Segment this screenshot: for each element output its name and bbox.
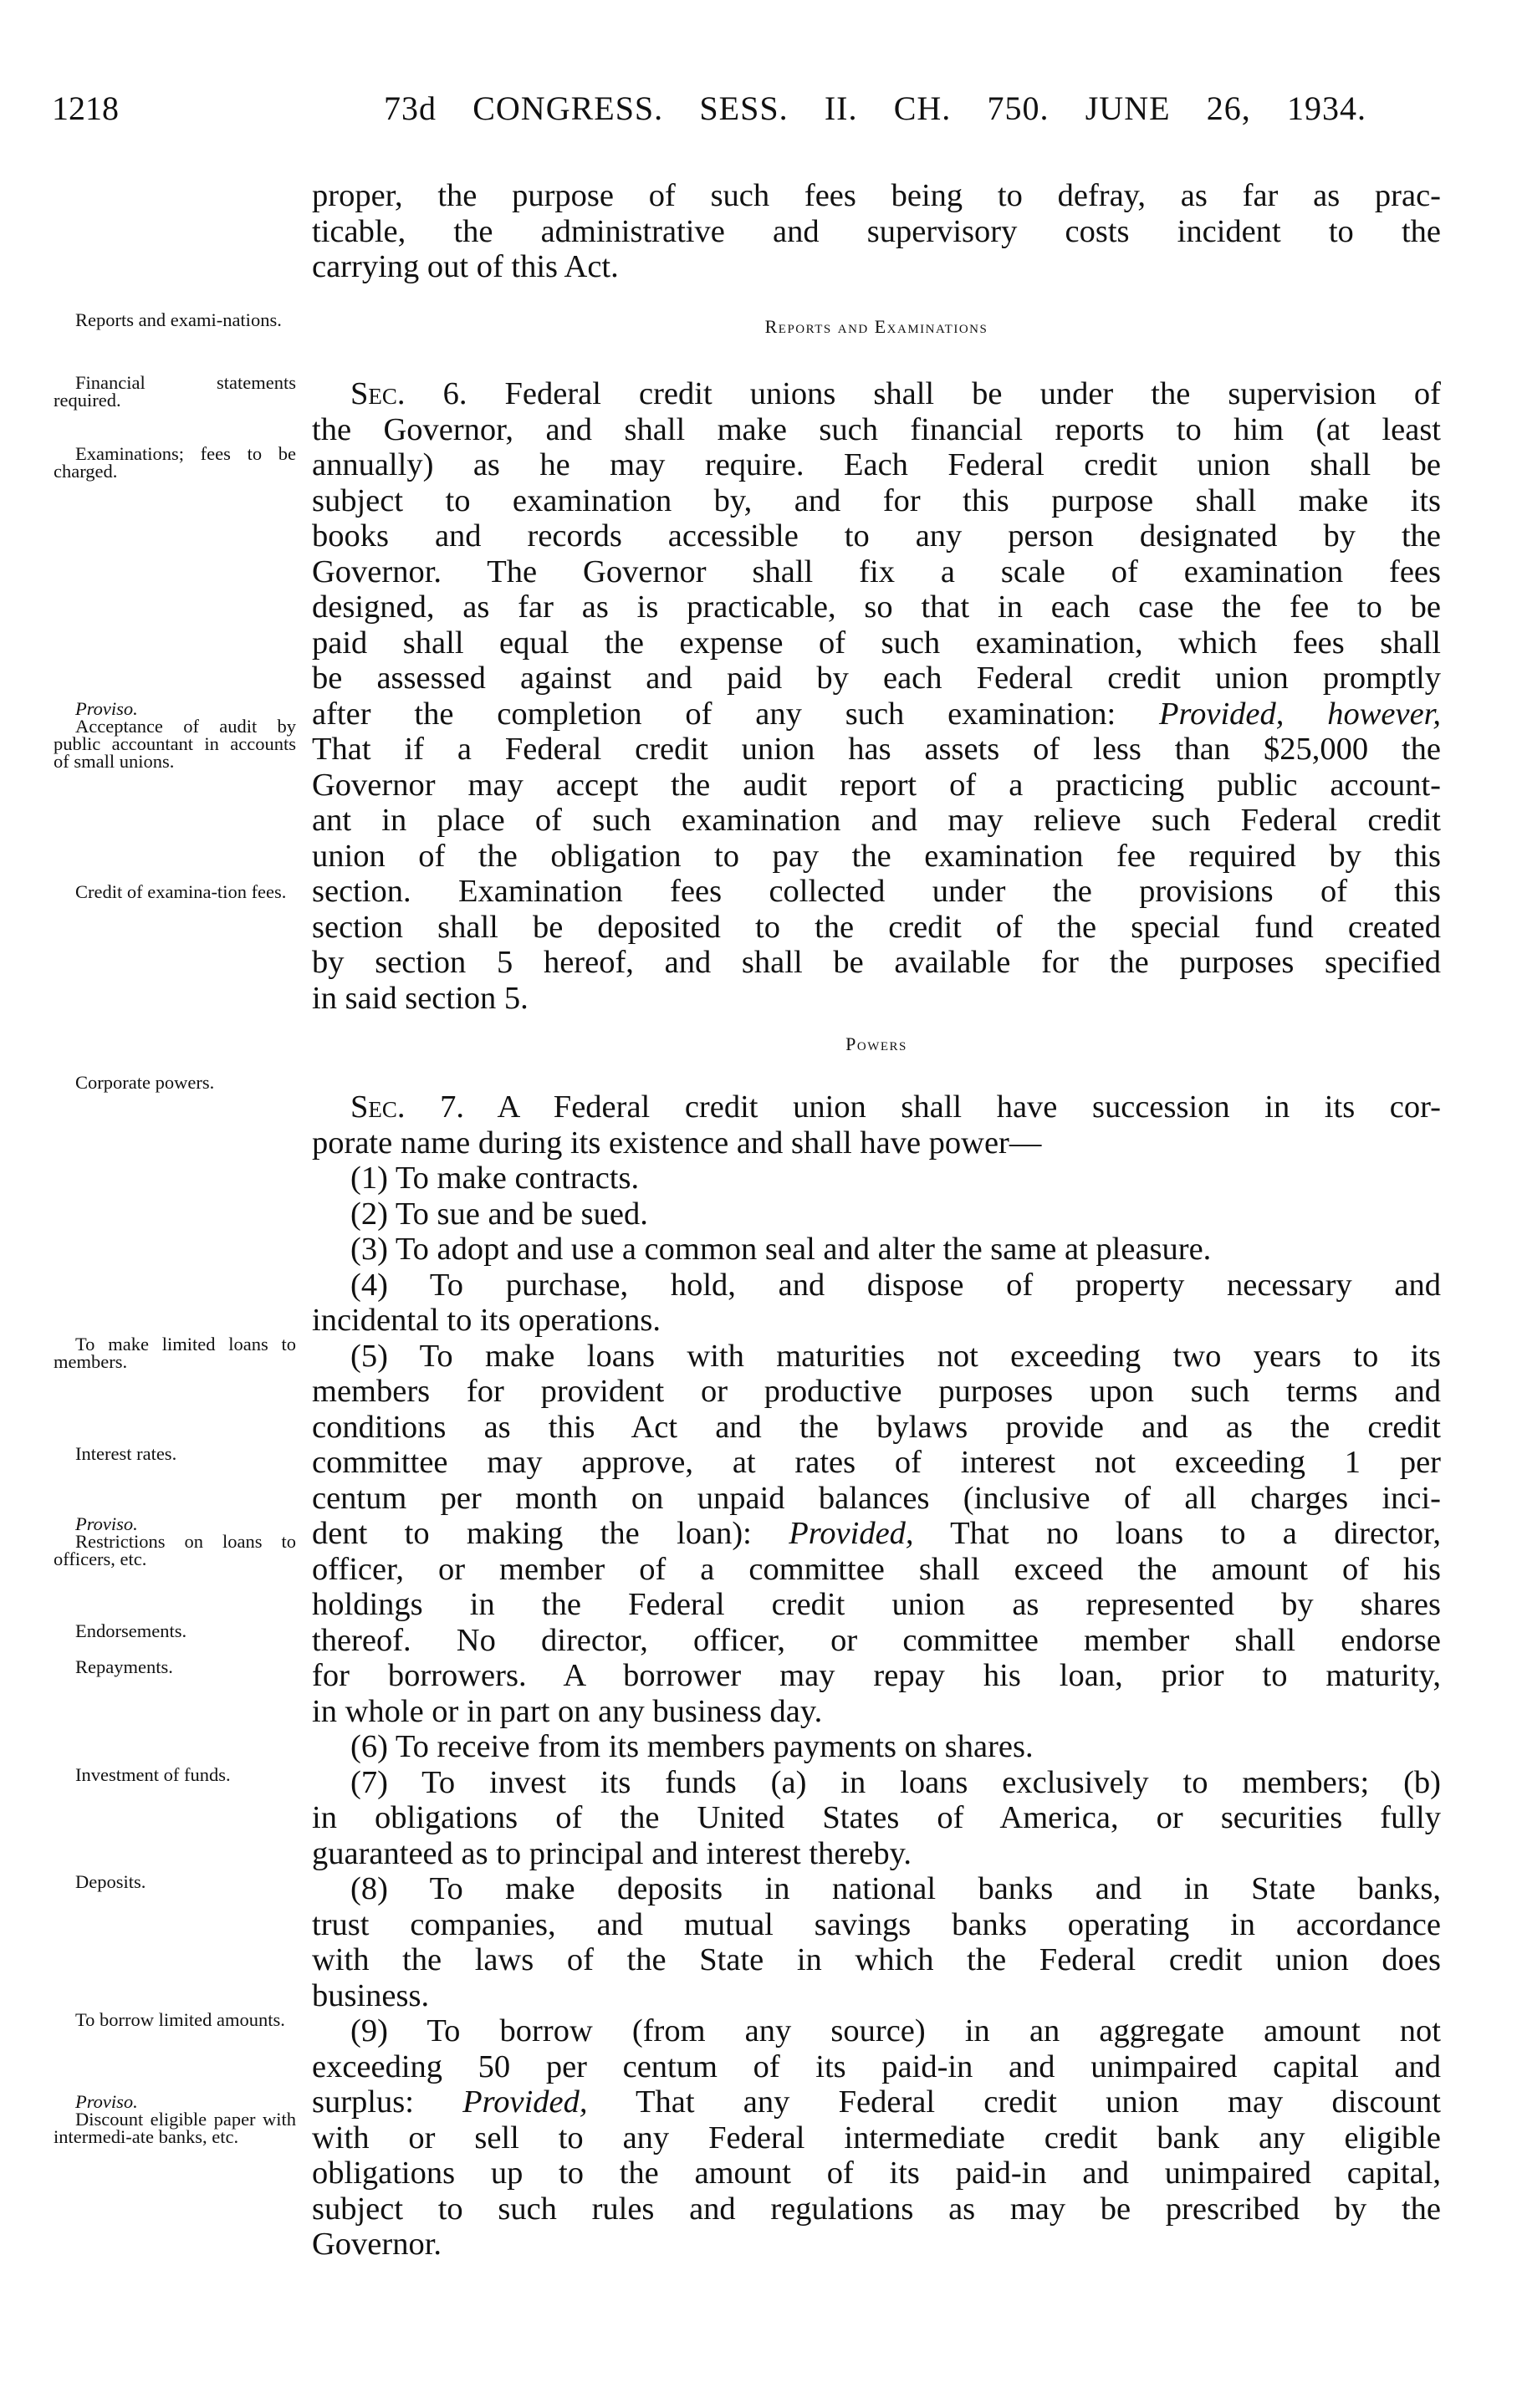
text-line <box>312 214 1441 250</box>
text-line <box>312 1907 1441 1943</box>
text-line <box>312 1729 1441 1765</box>
text-run: incidental to its operations. <box>312 1303 661 1338</box>
margin-note <box>54 445 296 480</box>
margin-note <box>54 2011 296 2028</box>
text-line <box>312 483 1441 519</box>
text-run: guaranteed as to principal and interest thereby. <box>312 1835 912 1871</box>
margin-note-text: Investment of funds. <box>75 1764 231 1785</box>
italic-text: Provided, however, <box>1159 696 1441 732</box>
italic-text: Provided, <box>462 2084 588 2120</box>
text-run: subject to examination by, and for this purpose shall make its <box>312 482 1441 518</box>
text-line <box>312 1587 1441 1623</box>
margin-note-text: Acceptance of audit by public accountant in accounts of small unions. <box>54 716 296 772</box>
text-run: surplus: <box>312 2084 463 2120</box>
text-line <box>312 1942 1441 1978</box>
text-run: the Governor, and shall make such financial reports to him (at least <box>312 411 1441 447</box>
text-line <box>312 1196 1441 1232</box>
section-6 <box>312 376 1441 1016</box>
text-run: section shall be deposited to the credit of the special fund created <box>312 909 1441 945</box>
text-line <box>312 1125 1441 1161</box>
text-run: subject to such rules and regulations as may be prescribed by the <box>312 2191 1441 2227</box>
text-line <box>312 874 1441 910</box>
text-run: Governor. <box>312 2227 442 2262</box>
margin-note <box>54 374 296 409</box>
text-run: 6. Federal credit unions shall be under the supervision of <box>405 376 1441 411</box>
text-line <box>312 1268 1441 1303</box>
text-line <box>312 1445 1441 1481</box>
text-run: after the completion of any such examination: <box>312 696 1160 732</box>
text-line <box>312 2191 1441 2227</box>
text-run: members for provident or productive purposes upon such terms and <box>312 1374 1441 1409</box>
text-run: (1) To make contracts. <box>350 1161 640 1196</box>
margin-note-text: Corporate powers. <box>75 1072 215 1093</box>
text-run: thereof. No director, officer, or committee member shall endorse <box>312 1622 1441 1658</box>
text-run: designed, as far as is practicable, so that in each case the fee to be <box>312 589 1441 625</box>
text-run: ticable, the administrative and supervisory costs incident to the <box>312 213 1441 249</box>
text-run: in whole or in part on any business day. <box>312 1693 823 1729</box>
text-line <box>312 1978 1441 2014</box>
text-line <box>312 1089 1441 1125</box>
text-run: (9) To borrow (from any source) in an aggregate amount not <box>350 2013 1441 2048</box>
margin-note-text: Restrictions on loans to officers, etc. <box>54 1531 296 1569</box>
text-run: 7. A Federal credit union shall have succession in its cor- <box>405 1089 1441 1125</box>
section-7 <box>312 1089 1441 2263</box>
margin-note <box>54 1766 296 1783</box>
margin-note-text: Repayments. <box>75 1656 173 1677</box>
margin-note <box>54 311 296 329</box>
text-run: in obligations of the United States of America, or securities fully <box>312 1800 1441 1835</box>
text-line <box>312 981 1441 1017</box>
text-line <box>312 1552 1441 1588</box>
text-run: carrying out of this Act. <box>312 249 619 284</box>
text-run: conditions as this Act and the bylaws provide and as the credit <box>312 1409 1441 1445</box>
text-run: (5) To make loans with maturities not exceeding two years to its <box>350 1338 1441 1374</box>
margin-note-text: Endorsements. <box>75 1620 187 1641</box>
text-line <box>312 1374 1441 1410</box>
page-number: 1218 <box>52 89 119 127</box>
section-label: Sec. <box>350 1089 406 1125</box>
margin-note-text: Discount eligible paper with intermedi-ate banks, etc. <box>54 2109 296 2147</box>
text-run: books and records accessible to any person designated by the <box>312 518 1441 554</box>
margin-note-proviso: Proviso. <box>75 2091 138 2112</box>
text-line <box>312 178 1441 214</box>
text-run: obligations up to the amount of its paid-in and unimpaired capital, <box>312 2155 1441 2191</box>
text-run: ant in place of such examination and may relieve such Federal credit <box>312 803 1441 838</box>
text-run: (4) To purchase, hold, and dispose of property necessary and <box>350 1267 1441 1303</box>
text-line <box>312 1623 1441 1659</box>
margin-note-text: To make limited loans to members. <box>54 1334 296 1372</box>
text-line <box>312 518 1441 554</box>
text-line <box>312 1481 1441 1517</box>
text-run: proper, the purpose of such fees being to defray, as far as prac- <box>312 178 1441 213</box>
text-line <box>312 1765 1441 1801</box>
text-line <box>312 1800 1441 1836</box>
text-line <box>312 447 1441 483</box>
text-run: union of the obligation to pay the examination fee required by this <box>312 838 1441 874</box>
text-run: section. Examination fees collected under the provisions of this <box>312 874 1441 909</box>
text-run: Governor. The Governor shall fix a scale of examination fees <box>312 554 1441 589</box>
text-run: That no loans to a director, <box>913 1516 1441 1551</box>
heading-reports-and-examinations: Reports and Examinations <box>764 316 988 337</box>
margin-note <box>54 1445 296 1462</box>
text-run: (6) To receive from its members payments on shares. <box>350 1729 1034 1764</box>
margin-note-proviso: Proviso. <box>75 698 138 719</box>
text-line <box>312 1871 1441 1907</box>
text-line <box>312 1410 1441 1446</box>
text-run: centum per month on unpaid balances (inclusive of all charges inci- <box>312 1480 1441 1516</box>
text-run: annually) as he may require. Each Federal credit union shall be <box>312 447 1441 482</box>
text-run: That if a Federal credit union has assets of less than $25,000 the <box>312 732 1441 767</box>
margin-note-text: To borrow limited amounts. <box>75 2009 285 2030</box>
text-line <box>312 910 1441 946</box>
text-line <box>312 1658 1441 1694</box>
text-run: committee may approve, at rates of interest not exceeding 1 per <box>312 1445 1441 1480</box>
text-line <box>312 249 1441 285</box>
text-run: holdings in the Federal credit union as represented by shares <box>312 1587 1441 1622</box>
text-line <box>312 945 1441 981</box>
text-line <box>312 732 1441 768</box>
text-line <box>312 2013 1441 2049</box>
margin-note-text: Reports and exami-nations. <box>75 309 282 330</box>
text-line <box>312 1694 1441 1730</box>
text-run: exceeding 50 per centum of its paid-in and unimpaired capital and <box>312 2048 1441 2084</box>
text-run: (8) To make deposits in national banks and in State banks, <box>350 1871 1441 1906</box>
text-line <box>312 803 1441 839</box>
text-run: with or sell to any Federal intermediate credit bank any eligible <box>312 2120 1441 2155</box>
margin-note-text: Credit of examina-tion fees. <box>75 881 287 902</box>
text-run: with the laws of the State in which the Federal credit union does <box>312 1942 1441 1977</box>
margin-note <box>54 1515 296 1568</box>
text-line <box>312 2120 1441 2156</box>
text-line <box>312 554 1441 590</box>
text-run: porate name during its existence and shall have power— <box>312 1125 1042 1161</box>
italic-text: Provided, <box>789 1516 914 1551</box>
text-run: dent to making the loan): <box>312 1516 789 1551</box>
margin-note <box>54 1658 296 1676</box>
margin-note <box>54 883 296 900</box>
text-run: (2) To sue and be sued. <box>350 1196 648 1232</box>
text-line <box>312 589 1441 625</box>
margin-note <box>54 1873 296 1890</box>
margin-note <box>54 1335 296 1370</box>
heading-powers: Powers <box>845 1033 907 1054</box>
text-run: be assessed against and paid by each Federal credit union promptly <box>312 661 1441 696</box>
text-run: (3) To adopt and use a common seal and alter the same at pleasure. <box>350 1232 1212 1267</box>
text-run: in said section 5. <box>312 980 529 1016</box>
text-run: That any Federal credit union may discount <box>587 2084 1441 2120</box>
text-line <box>312 625 1441 661</box>
text-line <box>312 1303 1441 1339</box>
section-label: Sec. <box>350 376 406 411</box>
text-line <box>312 1516 1441 1552</box>
text-line <box>312 412 1441 448</box>
margin-note <box>54 2093 296 2145</box>
margin-note-text: Examinations; fees to be charged. <box>54 443 296 482</box>
text-line <box>312 839 1441 875</box>
margin-note <box>54 700 296 770</box>
text-run: officer, or member of a committee shall exceed the amount of his <box>312 1551 1441 1587</box>
text-line <box>312 1836 1441 1872</box>
margin-note-text: Interest rates. <box>75 1443 177 1464</box>
text-run: by section 5 hereof, and shall be available for the purposes specified <box>312 945 1441 980</box>
text-run: trust companies, and mutual savings banks operating in accordance <box>312 1906 1441 1942</box>
continuation-paragraph <box>312 178 1441 285</box>
text-run: (7) To invest its funds (a) in loans exclusively to members; (b) <box>350 1764 1441 1800</box>
margin-note <box>54 1622 296 1640</box>
text-line <box>312 2084 1441 2120</box>
running-header: 73d CONGRESS. SESS. II. CH. 750. JUNE 26, 1934. <box>384 89 1366 127</box>
text-run: for borrowers. A borrower may repay his loan, prior to maturity, <box>312 1658 1441 1693</box>
text-line <box>312 1232 1441 1268</box>
text-line <box>312 376 1441 412</box>
text-line <box>312 2155 1441 2191</box>
text-run: Governor may accept the audit report of a practicing public account- <box>312 767 1441 803</box>
text-line <box>312 1339 1441 1375</box>
text-line <box>312 2049 1441 2085</box>
margin-note-proviso: Proviso. <box>75 1513 138 1534</box>
text-line <box>312 661 1441 696</box>
text-line <box>312 1161 1441 1196</box>
text-run: paid shall equal the expense of such examination, which fees shall <box>312 625 1441 661</box>
margin-note-text: Deposits. <box>75 1871 146 1892</box>
text-line <box>312 2227 1441 2263</box>
text-line <box>312 696 1441 732</box>
margin-note <box>54 1074 296 1091</box>
margin-note-text: Financial statements required. <box>54 372 296 411</box>
text-run: business. <box>312 1977 430 2013</box>
text-line <box>312 768 1441 804</box>
